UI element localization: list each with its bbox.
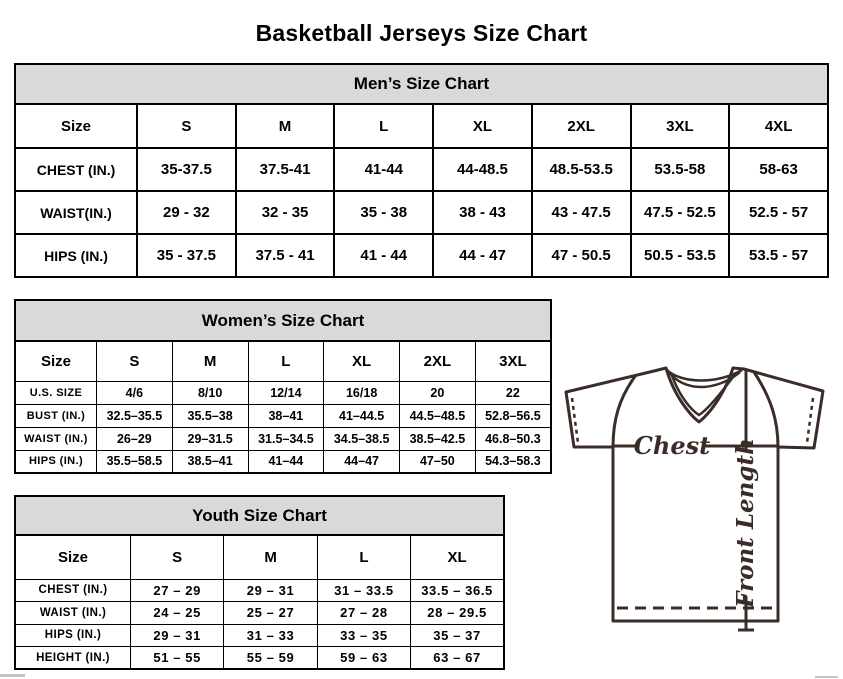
size-column-header: XL <box>324 341 400 381</box>
size-value-cell: 32 - 35 <box>236 191 335 234</box>
size-column-header: 3XL <box>631 104 730 148</box>
table-row <box>15 647 504 670</box>
size-value-cell: 46.8–50.3 <box>475 427 551 450</box>
size-column-header: 2XL <box>400 341 476 381</box>
size-column-header: M <box>236 104 335 148</box>
size-value-cell: 4/6 <box>97 381 173 404</box>
column-header-row <box>15 341 551 381</box>
mens-chart-title: Men’s Size Chart <box>14 63 829 103</box>
size-value-cell: 54.3–58.3 <box>475 450 551 473</box>
size-value-cell: 8/10 <box>172 381 248 404</box>
table-row <box>15 602 504 625</box>
front-length-measure-label: Front Length <box>732 438 759 608</box>
size-column-header: M <box>224 535 317 579</box>
size-value-cell: 59 – 63 <box>317 647 410 670</box>
table-row <box>15 234 828 277</box>
table-row <box>15 427 551 450</box>
size-value-cell: 41–44.5 <box>324 404 400 427</box>
size-value-cell: 44–47 <box>324 450 400 473</box>
size-column-header: S <box>97 341 173 381</box>
row-label: HEIGHT (IN.) <box>15 647 131 670</box>
size-value-cell: 29 - 32 <box>137 191 236 234</box>
column-header-row <box>15 535 504 579</box>
size-value-cell: 29 – 31 <box>224 579 317 602</box>
size-value-cell: 33.5 – 36.5 <box>411 579 504 602</box>
size-value-cell: 35 - 38 <box>334 191 433 234</box>
size-value-cell: 35 - 37.5 <box>137 234 236 277</box>
size-column-header: 4XL <box>729 104 828 148</box>
size-value-cell: 22 <box>475 381 551 404</box>
chest-measure-label: Chest <box>633 431 711 460</box>
womens-size-table <box>14 340 552 474</box>
size-value-cell: 41-44 <box>334 148 433 191</box>
row-label: HIPS (IN.) <box>15 450 97 473</box>
cropped-fragment-bottom-right <box>815 676 838 678</box>
size-value-cell: 37.5-41 <box>236 148 335 191</box>
size-value-cell: 31 – 33 <box>224 624 317 647</box>
size-value-cell: 37.5 - 41 <box>236 234 335 277</box>
size-value-cell: 44-48.5 <box>433 148 532 191</box>
size-value-cell: 31.5–34.5 <box>248 427 324 450</box>
youth-size-table <box>14 534 505 670</box>
size-value-cell: 34.5–38.5 <box>324 427 400 450</box>
size-column-header: XL <box>411 535 504 579</box>
size-value-cell: 35-37.5 <box>137 148 236 191</box>
page-title: Basketball Jerseys Size Chart <box>255 20 588 47</box>
row-label: CHEST (IN.) <box>15 579 131 602</box>
size-value-cell: 50.5 - 53.5 <box>631 234 730 277</box>
size-value-cell: 41 - 44 <box>334 234 433 277</box>
size-value-cell: 43 - 47.5 <box>532 191 631 234</box>
size-value-cell: 44 - 47 <box>433 234 532 277</box>
size-label-header: Size <box>15 535 131 579</box>
size-value-cell: 55 – 59 <box>224 647 317 670</box>
size-column-header: L <box>248 341 324 381</box>
youth-size-chart <box>14 495 505 670</box>
size-value-cell: 28 – 29.5 <box>411 602 504 625</box>
row-label: U.S. SIZE <box>15 381 97 404</box>
size-value-cell: 35.5–58.5 <box>97 450 173 473</box>
jersey-diagram-svg <box>556 358 843 663</box>
jersey-outline <box>566 368 823 621</box>
womens-chart-title: Women’s Size Chart <box>14 299 552 340</box>
size-column-header: M <box>172 341 248 381</box>
size-value-cell: 20 <box>400 381 476 404</box>
size-value-cell: 26–29 <box>97 427 173 450</box>
row-label: HIPS (IN.) <box>15 234 137 277</box>
size-value-cell: 24 – 25 <box>131 602 224 625</box>
size-value-cell: 58-63 <box>729 148 828 191</box>
size-value-cell: 52.5 - 57 <box>729 191 828 234</box>
table-row <box>15 450 551 473</box>
size-value-cell: 33 – 35 <box>317 624 410 647</box>
cropped-fragment-bottom-left <box>0 674 25 677</box>
column-header-row <box>15 104 828 148</box>
row-label: HIPS (IN.) <box>15 624 131 647</box>
size-value-cell: 29–31.5 <box>172 427 248 450</box>
size-value-cell: 29 – 31 <box>131 624 224 647</box>
table-row <box>15 404 551 427</box>
size-column-header: 3XL <box>475 341 551 381</box>
size-value-cell: 12/14 <box>248 381 324 404</box>
size-value-cell: 35.5–38 <box>172 404 248 427</box>
size-value-cell: 41–44 <box>248 450 324 473</box>
row-label: WAIST (IN.) <box>15 602 131 625</box>
row-label: WAIST (IN.) <box>15 427 97 450</box>
row-label: CHEST (IN.) <box>15 148 137 191</box>
size-value-cell: 38 - 43 <box>433 191 532 234</box>
mens-size-table <box>14 103 829 278</box>
size-value-cell: 47 - 50.5 <box>532 234 631 277</box>
table-row <box>15 148 828 191</box>
size-value-cell: 63 – 67 <box>411 647 504 670</box>
size-value-cell: 32.5–35.5 <box>97 404 173 427</box>
size-value-cell: 38.5–41 <box>172 450 248 473</box>
size-value-cell: 38–41 <box>248 404 324 427</box>
table-row <box>15 624 504 647</box>
size-value-cell: 35 – 37 <box>411 624 504 647</box>
womens-size-chart <box>14 299 552 474</box>
size-value-cell: 16/18 <box>324 381 400 404</box>
size-value-cell: 48.5-53.5 <box>532 148 631 191</box>
youth-chart-title: Youth Size Chart <box>14 495 505 534</box>
table-row <box>15 191 828 234</box>
jersey-measurement-diagram <box>556 358 843 663</box>
size-value-cell: 47–50 <box>400 450 476 473</box>
size-value-cell: 27 – 28 <box>317 602 410 625</box>
size-column-header: S <box>137 104 236 148</box>
size-column-header: L <box>317 535 410 579</box>
table-row <box>15 381 551 404</box>
size-label-header: Size <box>15 341 97 381</box>
size-value-cell: 44.5–48.5 <box>400 404 476 427</box>
size-column-header: XL <box>433 104 532 148</box>
size-value-cell: 31 – 33.5 <box>317 579 410 602</box>
size-column-header: L <box>334 104 433 148</box>
size-column-header: 2XL <box>532 104 631 148</box>
size-value-cell: 52.8–56.5 <box>475 404 551 427</box>
row-label: WAIST(IN.) <box>15 191 137 234</box>
size-value-cell: 38.5–42.5 <box>400 427 476 450</box>
size-value-cell: 53.5 - 57 <box>729 234 828 277</box>
size-value-cell: 53.5-58 <box>631 148 730 191</box>
size-value-cell: 27 – 29 <box>131 579 224 602</box>
mens-size-chart <box>14 63 829 278</box>
size-label-header: Size <box>15 104 137 148</box>
size-value-cell: 51 – 55 <box>131 647 224 670</box>
row-label: BUST (IN.) <box>15 404 97 427</box>
size-column-header: S <box>131 535 224 579</box>
size-value-cell: 25 – 27 <box>224 602 317 625</box>
table-row <box>15 579 504 602</box>
size-value-cell: 47.5 - 52.5 <box>631 191 730 234</box>
